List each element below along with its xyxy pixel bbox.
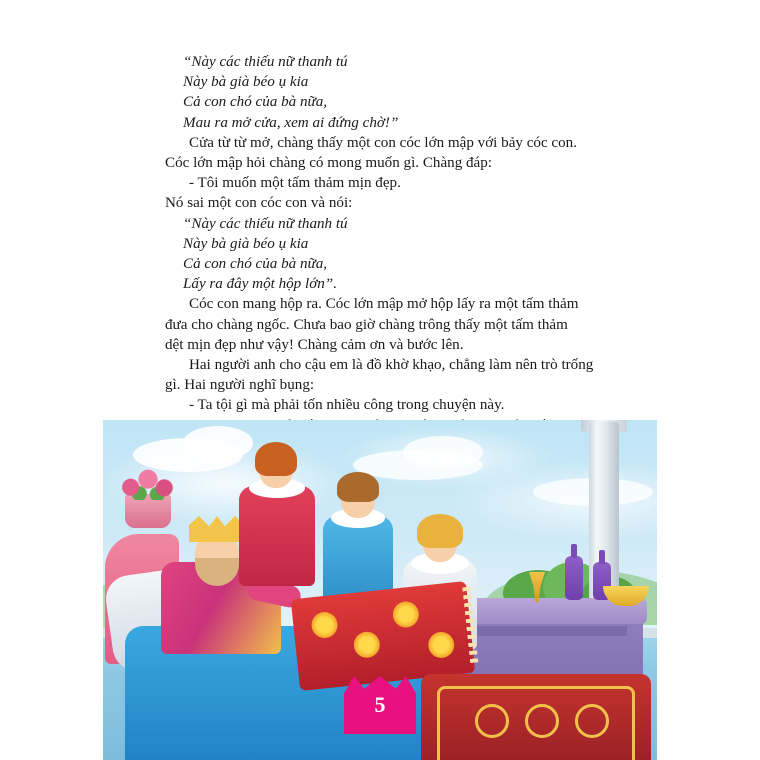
woman-hair	[255, 442, 297, 476]
paragraph-line: Cóc con mang hộp ra. Cóc lớn mập mở hộp lấy ra một tấm thảm	[189, 296, 579, 313]
floor-rug	[421, 674, 651, 760]
verse-line: Mau ra mở cửa, xem ai đứng chờ!”	[183, 114, 399, 131]
paragraph-line: dệt mịn đẹp như vậy! Chàng cảm ơn và bước lên.	[165, 336, 464, 353]
dialogue-line-1: - Tôi muốn một tấm thảm mịn đẹp.	[189, 175, 401, 192]
verse-line: Cả con chó của bà nữa,	[183, 256, 328, 273]
verse-line: Cả con chó của bà nữa,	[183, 94, 328, 111]
paragraph-4	[165, 355, 605, 395]
paragraph-3	[165, 294, 605, 355]
verse-block-2	[165, 214, 605, 295]
bottle-icon	[565, 556, 583, 600]
paragraph-1	[165, 133, 605, 173]
figure-page-boy	[315, 464, 401, 594]
dialogue-line-2: - Ta tội gì mà phải tốn nhiều công trong chuyện này.	[189, 397, 505, 414]
carpet-flower-motif	[427, 631, 456, 660]
cloud-icon	[403, 436, 483, 468]
paragraph-line: Hai người anh cho cậu em là đồ khờ khạo, chẳng làm nên trò trống	[189, 357, 594, 374]
rug-motif	[475, 704, 509, 738]
verse-line: Lấy ra đây một hộp lớn”.	[183, 276, 337, 293]
verse-line: Này bà già béo ụ kia	[183, 74, 309, 91]
woman-dress	[239, 486, 315, 586]
paragraph-2: Nó sai một con cóc con và nói:	[165, 195, 353, 212]
table-stripe	[467, 626, 627, 636]
verse-line: Này bà già béo ụ kia	[183, 235, 309, 252]
page-number-badge	[344, 676, 416, 734]
rug-motif	[525, 704, 559, 738]
paragraph-line: đưa cho chàng ngốc. Chưa bao giờ chàng trông thấy một tấm thảm	[165, 316, 568, 333]
figure-courtier-woman	[231, 436, 321, 586]
carpet-flower-motif	[310, 611, 339, 640]
verse-block-1	[165, 52, 605, 133]
page-number: 5	[374, 692, 386, 717]
flower-bouquet	[119, 468, 177, 500]
paragraph-line: Cửa từ từ mở, chàng thấy một con cóc lớn mập với bảy cóc con.	[189, 134, 578, 151]
boy-hair	[337, 472, 379, 502]
page-text	[165, 52, 605, 476]
verse-line: “Này các thiếu nữ thanh tú	[183, 54, 348, 70]
verse-line: “Này các thiếu nữ thanh tú	[183, 215, 348, 232]
paragraph-line: Cóc lớn mập hỏi chàng có mong muốn gì. Chàng đáp:	[165, 155, 492, 172]
carpet-flower-motif	[392, 600, 421, 629]
carpet-flower-motif	[353, 630, 382, 659]
rug-motif	[575, 704, 609, 738]
woman2-hair	[417, 514, 463, 548]
paragraph-line: gì. Hai người nghĩ bụng:	[165, 377, 315, 394]
